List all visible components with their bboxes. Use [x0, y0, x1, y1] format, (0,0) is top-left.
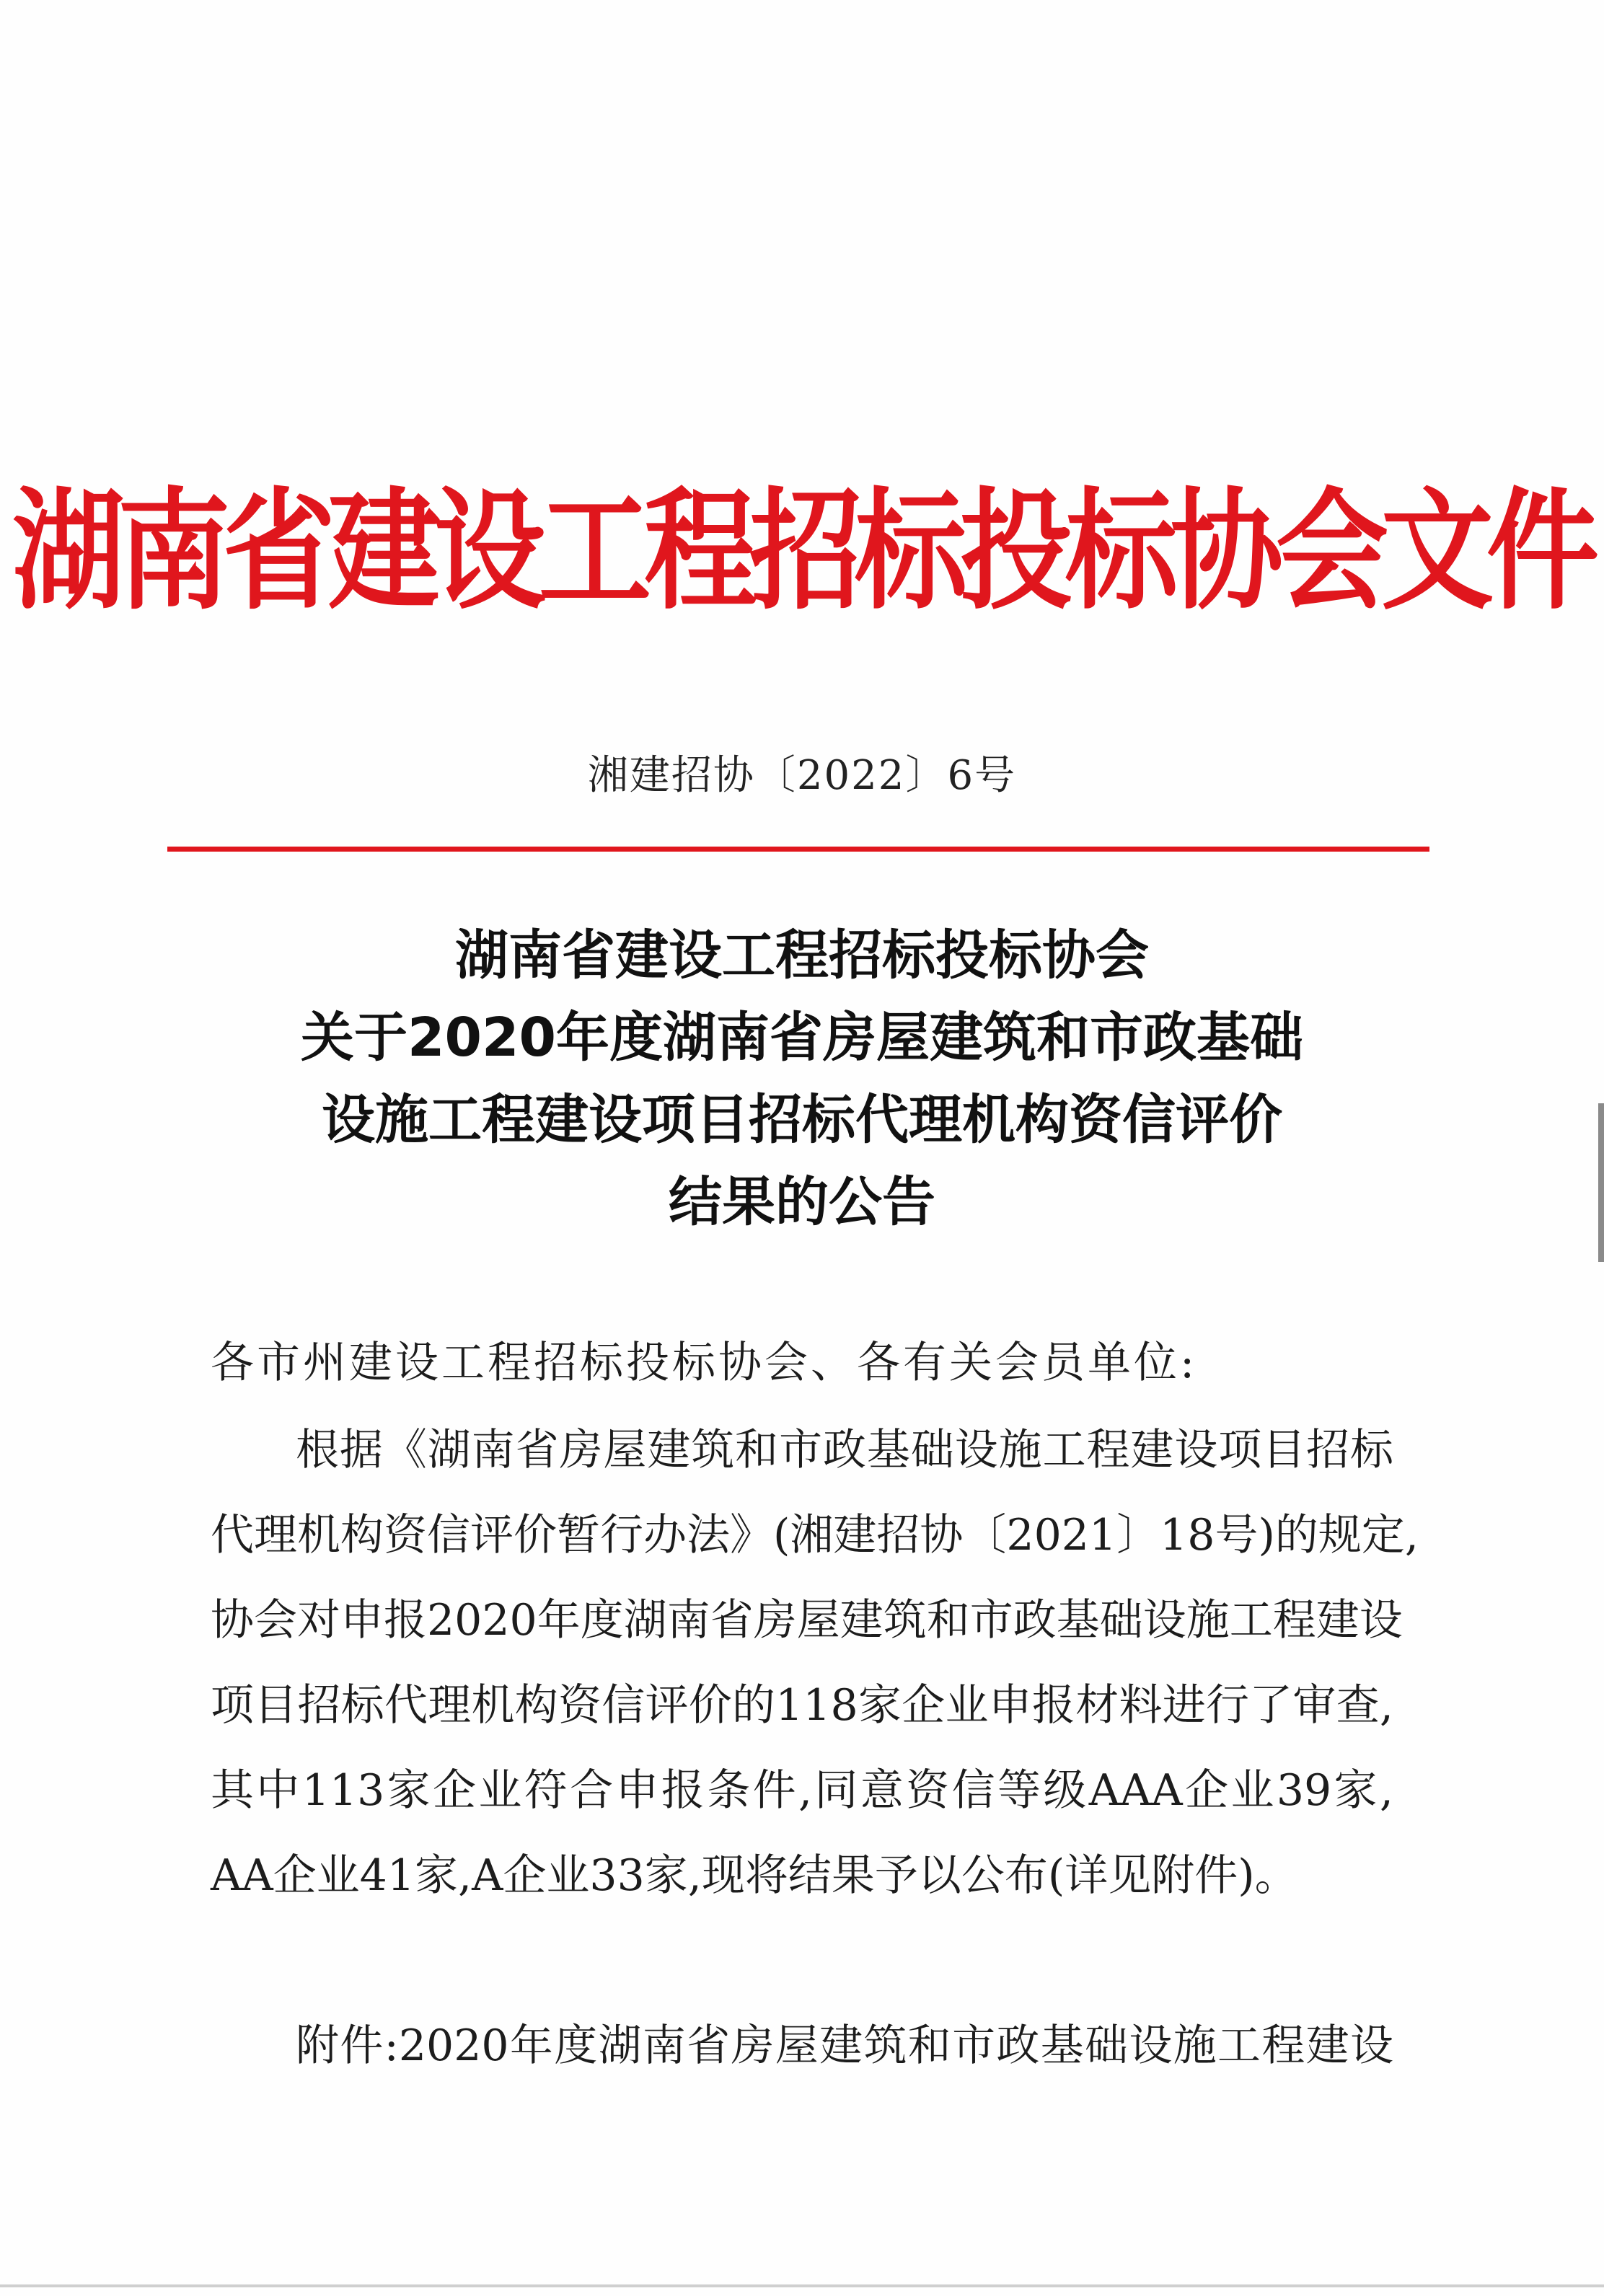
scan-bottom-edge	[0, 2284, 1604, 2287]
body-line: 根据《湖南省房屋建筑和市政基础设施工程建设项目招标	[296, 1425, 1393, 1475]
title-line: 结果的公告	[669, 1171, 935, 1233]
organization-letterhead: 湖南省建设工程招标投标协会文件	[12, 474, 1592, 627]
body-paragraph	[211, 1408, 1419, 1918]
title-line: 湖南省建设工程招标投标协会	[455, 924, 1149, 986]
scan-edge-mark	[1598, 1103, 1604, 1262]
red-divider-line	[167, 847, 1429, 852]
body-line: 项目招标代理机构资信评价的118家企业申报材料进行了审查,	[211, 1680, 1393, 1731]
title-line: 关于2020年度湖南省房屋建筑和市政基础	[301, 1007, 1303, 1069]
attachment-line: 附件:2020年度湖南省房屋建筑和市政基础设施工程建设	[296, 2021, 1393, 2071]
body-line: 代理机构资信评价暂行办法》(湘建招协〔2021〕18号)的规定,	[211, 1510, 1419, 1560]
body-line: AA企业41家,A企业33家,现将结果予以公布(详见附件)。	[211, 1850, 1298, 1901]
document-number: 湘建招协〔2022〕6号	[587, 752, 1017, 799]
title-line: 设施工程建设项目招标代理机构资信评价	[322, 1089, 1282, 1151]
body-line: 其中113家企业符合申报条件,同意资信等级AAA企业39家,	[211, 1765, 1393, 1816]
salutation: 各市州建设工程招标投标协会、各有关会员单位:	[211, 1338, 1198, 1388]
body-line: 协会对申报2020年度湖南省房屋建筑和市政基础设施工程建设	[211, 1595, 1403, 1646]
notice-title	[108, 914, 1496, 1243]
